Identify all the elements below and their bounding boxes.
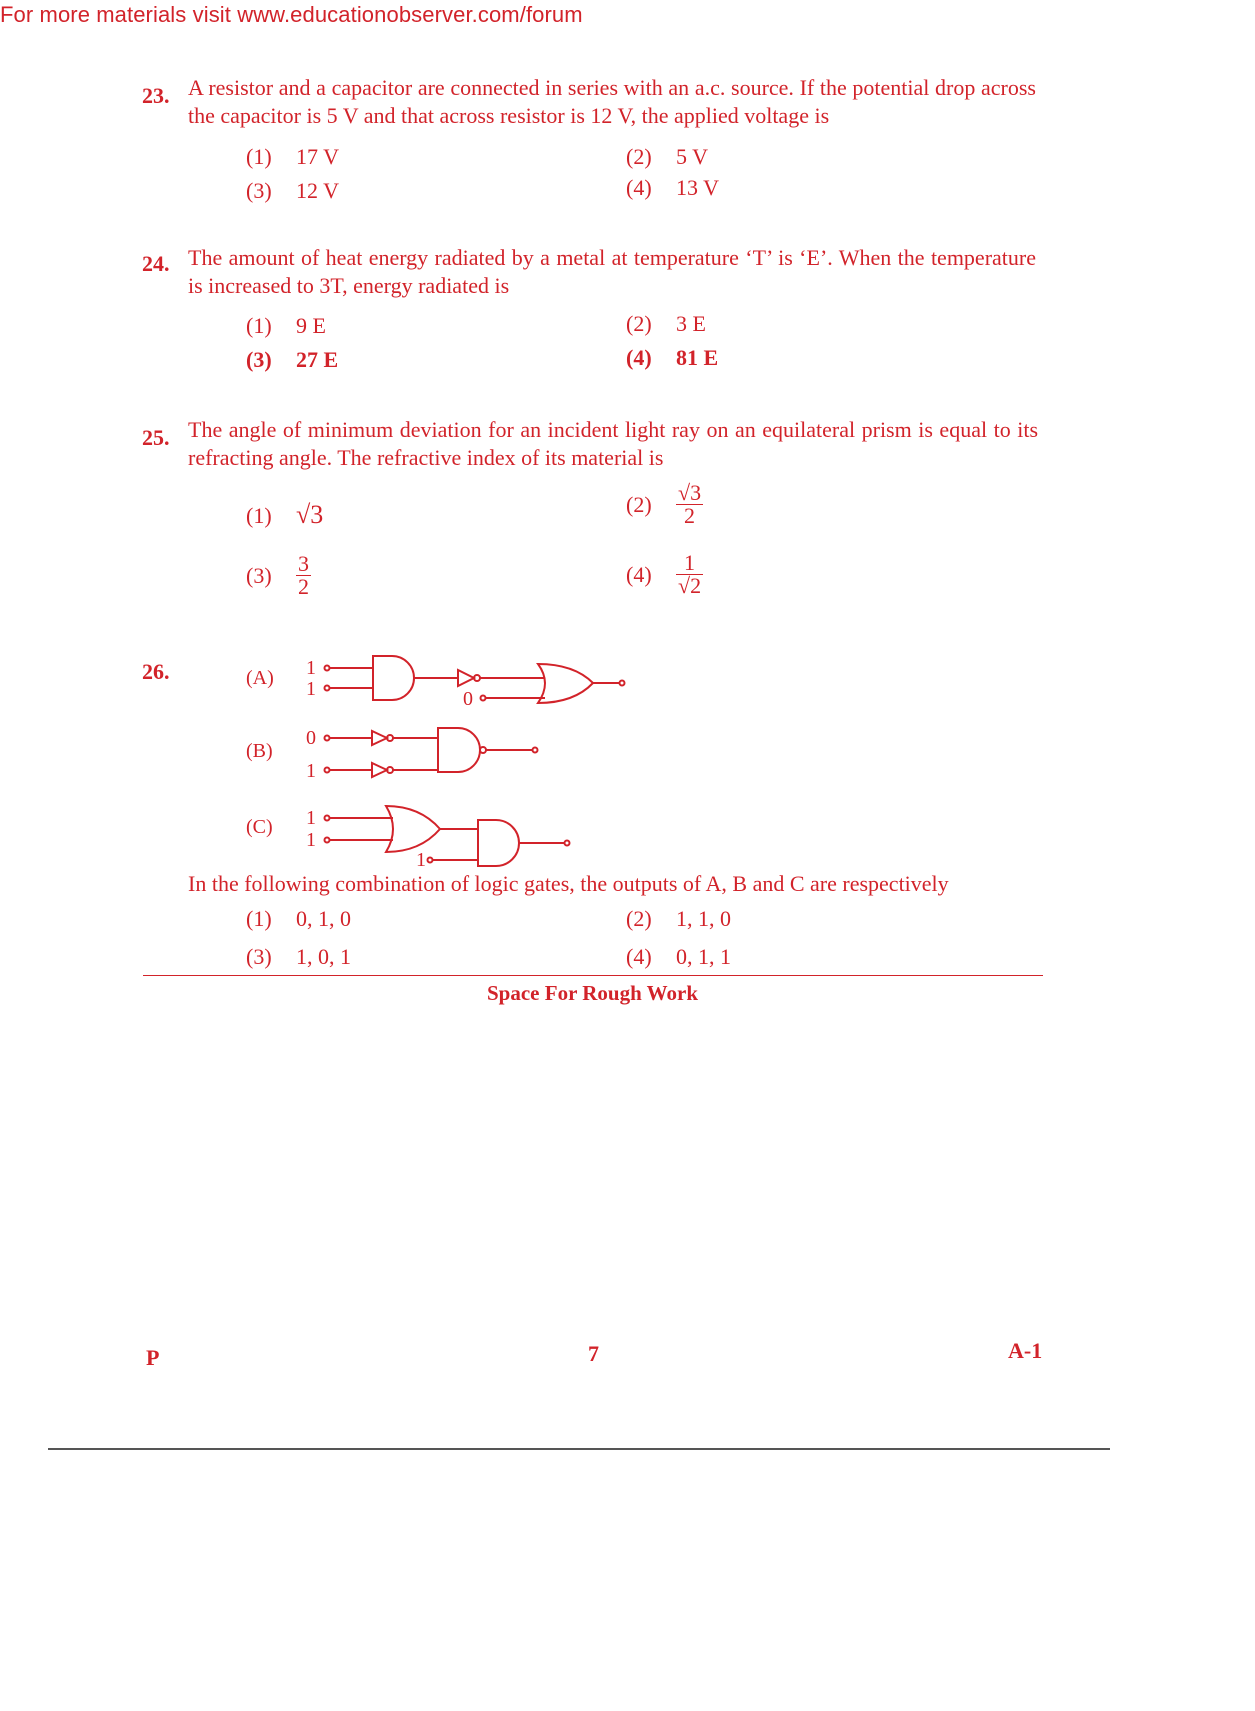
circuit-c	[325, 806, 570, 866]
input-value: 1	[306, 807, 316, 829]
question-number: 23.	[142, 83, 170, 108]
circuit-label: (A)	[246, 667, 274, 689]
input-value: 0	[306, 727, 316, 749]
circuit-b	[325, 728, 538, 777]
question-number: 26.	[142, 659, 170, 684]
option[interactable]: (1) 17 V	[246, 144, 339, 169]
option[interactable]: (3) 27 E	[246, 347, 339, 372]
input-value: 1	[306, 829, 316, 851]
question-number: 25.	[142, 425, 170, 450]
page-number: 7	[588, 1341, 599, 1366]
page-edge-line	[48, 1448, 1110, 1450]
circuit-label: (C)	[246, 816, 273, 838]
question-number: 24.	[142, 251, 170, 276]
input-value: 1	[306, 678, 316, 700]
input-value: 1	[416, 849, 426, 871]
fraction: $\frac{3}{2}$	[298, 551, 309, 599]
or-gate-c	[386, 806, 440, 852]
and-gate-c	[478, 820, 519, 866]
footer-left-code: P	[146, 1345, 160, 1370]
option[interactable]: (1) √3	[246, 500, 324, 529]
source-banner[interactable]: For more materials visit www.educationobserver.com/forum	[0, 2, 583, 27]
option[interactable]: (4) 13 V	[626, 175, 719, 200]
option[interactable]: (2) 1, 1, 0	[626, 906, 731, 931]
question-26-text: In the following combination of logic gates, the outputs of A, B and C are respectively	[188, 871, 949, 896]
divider	[143, 975, 1043, 976]
question-text: The amount of heat energy radiated by a metal at temperature ‘T’ is ‘E’. When the temperature is increased to 3T, energy radiated is	[188, 245, 1036, 298]
not-gate-a	[458, 670, 474, 686]
fraction: $\frac{1}{√2}$	[678, 550, 702, 598]
not-gate-b1	[372, 731, 387, 745]
question-text: A resistor and a capacitor are connected in series with an a.c. source. If the potential drop across the capacitor is 5 V and that across resistor is 12 V, the applied voltage is	[188, 75, 1036, 128]
footer-right-code: A-1	[1008, 1338, 1043, 1363]
or-gate-a	[538, 664, 593, 703]
input-value: 1	[306, 657, 316, 679]
circuit-label: (B)	[246, 740, 273, 762]
not-gate-b2	[372, 763, 387, 777]
option[interactable]: (2) 5 V	[626, 144, 708, 169]
option[interactable]: (3) 12 V	[246, 178, 339, 203]
and-gate-a	[373, 656, 414, 700]
option[interactable]: (3) 1, 0, 1	[246, 944, 351, 969]
rough-work-heading: Space For Rough Work	[487, 981, 699, 1005]
option[interactable]: (4) 0, 1, 1	[626, 944, 731, 969]
option[interactable]: (2) 3 E	[626, 311, 706, 336]
input-value: 0	[463, 688, 473, 710]
question-text: The angle of minimum deviation for an incident light ray on an equilateral prism is equal to its refracting angle. The refractive index of its material is	[188, 417, 1038, 470]
input-value: 1	[306, 760, 316, 782]
option[interactable]: (4) $\frac{1}{√2}$	[626, 550, 702, 598]
option[interactable]: (1) 0, 1, 0	[246, 906, 351, 931]
fraction: $\frac{√3}{2}$	[678, 480, 702, 528]
and-gate-b	[438, 728, 480, 772]
option[interactable]: (2) $\frac{√3}{2}$	[626, 480, 702, 528]
option[interactable]: (4) 81 E	[626, 345, 719, 370]
option[interactable]: (1) 9 E	[246, 313, 326, 338]
option[interactable]: (3) $\frac{3}{2}$	[246, 551, 309, 599]
circuit-a	[325, 656, 625, 703]
